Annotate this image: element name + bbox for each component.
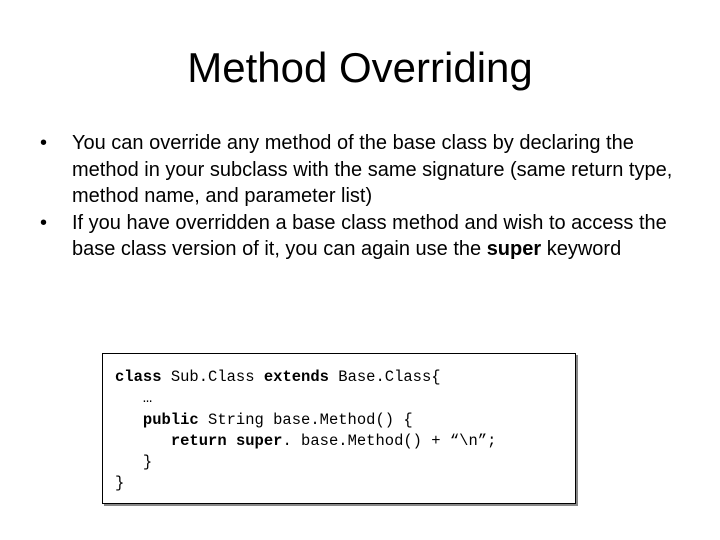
code-text <box>227 432 236 450</box>
code-keyword: super <box>235 431 283 450</box>
code-line <box>115 389 152 407</box>
super-keyword: super <box>486 238 542 260</box>
code-line <box>115 411 413 429</box>
code-keyword: extends <box>263 368 329 386</box>
code-indent <box>115 411 143 429</box>
code-line <box>115 432 496 450</box>
code-keyword: public <box>142 410 199 429</box>
bullet-item <box>40 130 690 210</box>
code-keyword: class <box>115 368 162 386</box>
code-text: } <box>115 474 125 493</box>
code-line <box>115 453 152 471</box>
code-line <box>115 368 441 386</box>
bullet-marker: • <box>40 211 48 234</box>
code-text: … <box>115 389 153 408</box>
code-text: Sub.Class <box>161 368 264 386</box>
bullet-item <box>40 210 690 263</box>
bullet-text-end: keyword <box>541 238 622 260</box>
code-indent <box>115 432 171 450</box>
code-text: . base.Method() + “\n”; <box>282 431 497 450</box>
bullet-text: You can override any method of the base class by declaring the method in your subclass with the same signature (same return type, method name, and parameter list) <box>72 132 673 207</box>
code-keyword: return <box>170 431 227 450</box>
bullet-text: If you have overridden a base class method and wish to access the base class version of it, you can again use the <box>72 211 667 260</box>
slide-title: Method Overriding <box>187 44 533 91</box>
code-text: Base.Class{ <box>328 368 441 386</box>
code-text: String base.Method() { <box>198 410 413 429</box>
code-box <box>102 353 576 504</box>
code-block <box>115 367 496 495</box>
code-line <box>115 474 124 492</box>
code-text: } <box>115 453 153 472</box>
bullet-marker: • <box>40 132 48 154</box>
bullet-list <box>40 130 690 263</box>
